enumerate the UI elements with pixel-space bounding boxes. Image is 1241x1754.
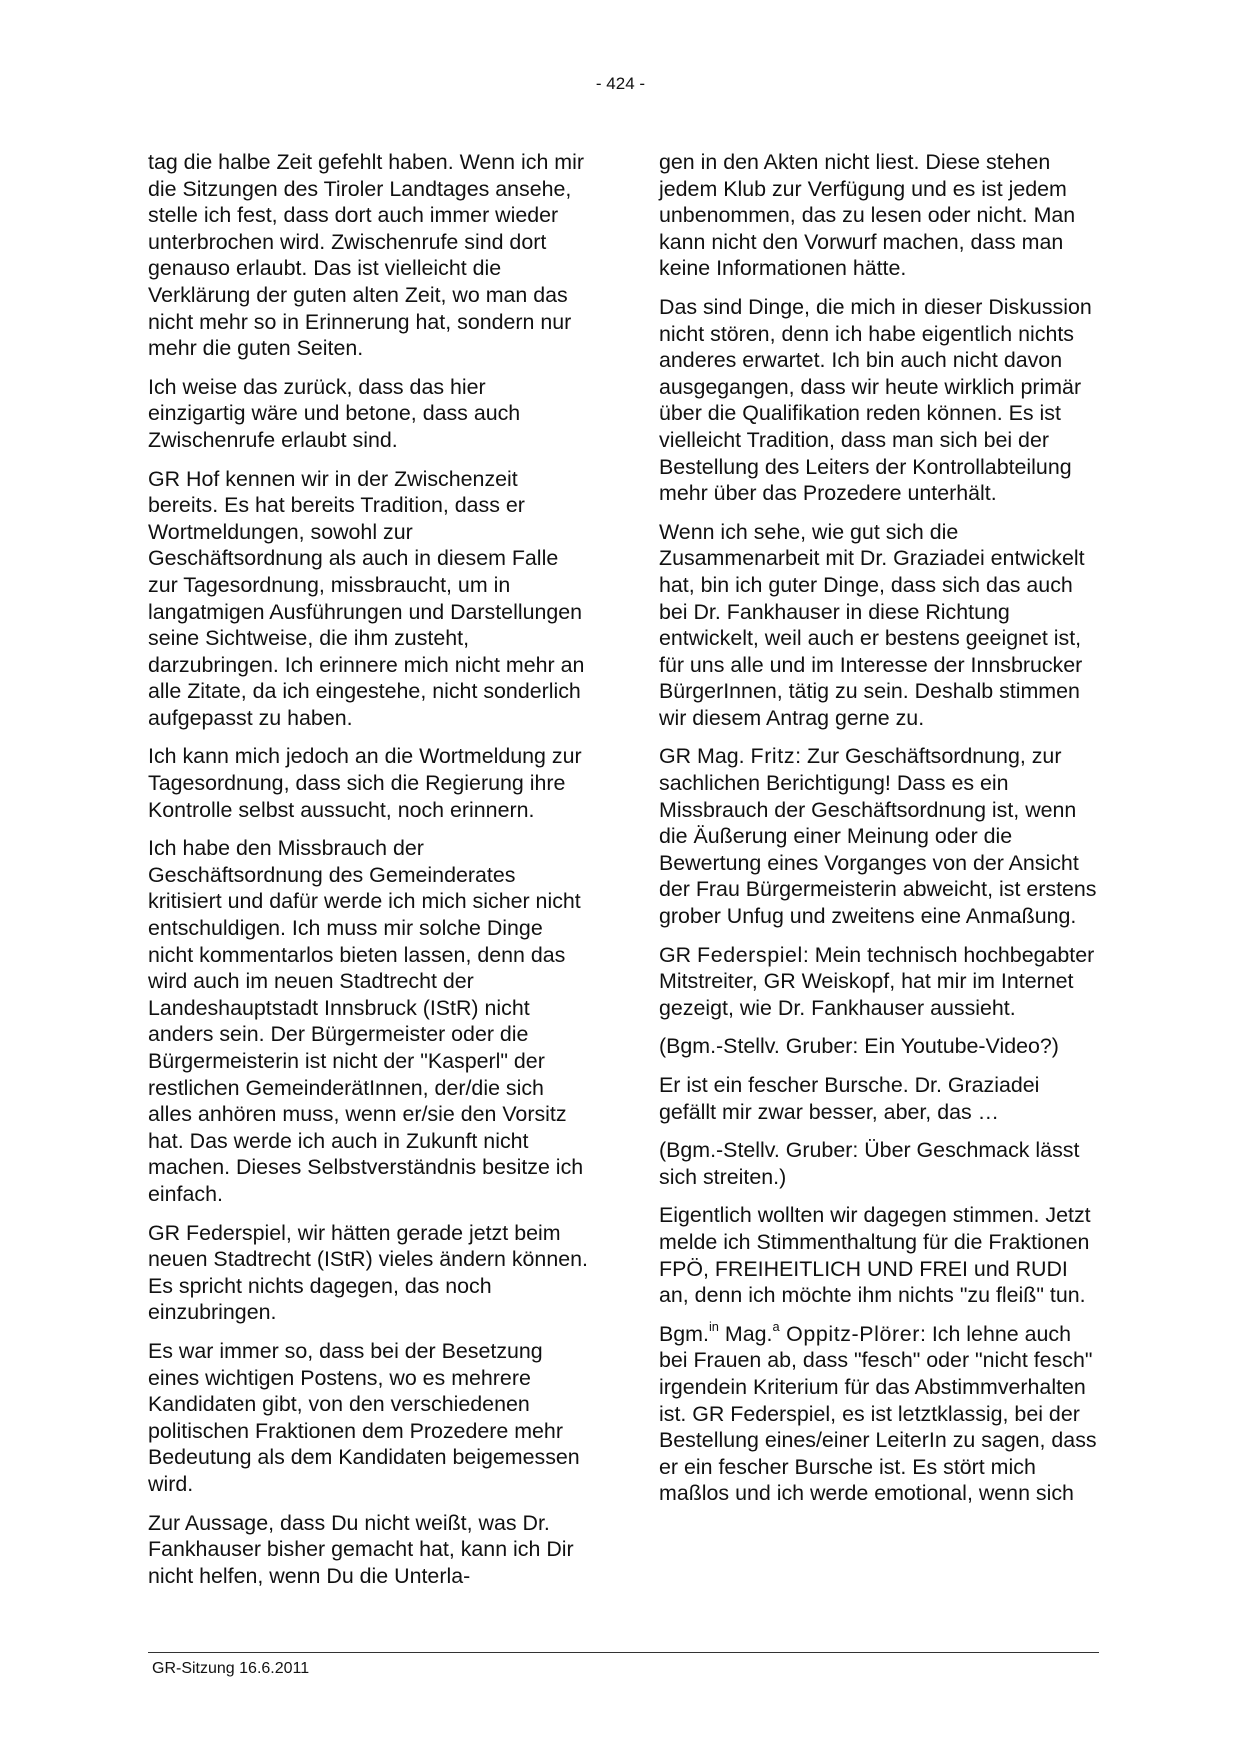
superscript: in bbox=[708, 1318, 719, 1334]
paragraph: Das sind Dinge, die mich in dieser Diskussion nicht stören, denn ich habe eigentlich nichts anderes erwartet. Ich bin auch nicht davon ausgegangen, dass wir heute wirklich primär über die Qualifikation reden können. Es ist vielleicht Tradition, dass man sich bei der Bestellung des Leiters der Kontrollabteilung mehr über das Prozedere unterhält. bbox=[659, 294, 1092, 506]
speaker-paragraph bbox=[659, 1318, 1099, 1507]
speaker-paragraph bbox=[659, 942, 1099, 1022]
left-column bbox=[148, 149, 588, 1601]
page-number: - 424 - bbox=[595, 74, 646, 93]
paragraph: gen in den Akten nicht liest. Diese stehen jedem Klub zur Verfügung und es ist jedem unbenommen, das zu lesen oder nicht. Man kann nicht den Vorwurf machen, dass man keine Informationen hätte. bbox=[659, 150, 1076, 281]
paragraph: Wenn ich sehe, wie gut sich die Zusammenarbeit mit Dr. Graziadei entwickelt hat, bin ich guter Dinge, dass sich das auch bei Dr. Fankhauser in diese Richtung entwickelt, weil auch er bestens geeignet ist, für uns alle und im Interesse der Innsbrucker BürgerInnen, tätig zu sein. Deshalb stimmen wir diesem Antrag gerne zu. bbox=[659, 519, 1085, 730]
paragraph: GR Federspiel, wir hätten gerade jetzt beim neuen Stadtrecht (IStR) vieles ändern können. Es spricht nichts dagegen, das noch einzubringen. bbox=[148, 1220, 588, 1325]
speaker-name: Federspiel bbox=[697, 942, 803, 967]
footer-session-label: GR-Sitzung 16.6.2011 bbox=[152, 1660, 310, 1677]
speaker-paragraph bbox=[659, 743, 1099, 929]
footer-divider bbox=[148, 1652, 1099, 1653]
speaker-title: GR bbox=[659, 942, 698, 967]
paragraph: Es war immer so, dass bei der Besetzung eines wichtigen Postens, wo es mehrere Kandidaten gibt, von den verschiedenen politischen Fraktionen dem Prozedere mehr Bedeutung als dem Kandidaten beigemessen wird. bbox=[148, 1338, 580, 1496]
speech-text: : Ich lehne auch bei Frauen ab, dass "fesch" oder "nicht fesch" irgendein Kriterium für das Abstimmverhalten ist. GR Federspiel, es ist letztklassig, bei der Bestellung eines/einer LeiterIn zu sagen, dass er ein fescher Bursche ist. Es stört mich maßlos und ich werde emotional, wenn sich bbox=[659, 1321, 1097, 1506]
speaker-name: Fritz bbox=[750, 744, 796, 769]
paragraph: Zur Aussage, dass Du nicht weißt, was Dr. Fankhauser bisher gemacht hat, kann ich Dir nicht helfen, wenn Du die Unterla- bbox=[148, 1510, 574, 1588]
paragraph: GR Hof kennen wir in der Zwischenzeit bereits. Es hat bereits Tradition, dass er Wortmeldungen, sowohl zur Geschäftsordnung als auch in diesem Falle zur Tagesordnung, missbraucht, um in langatmigen Ausführungen und Darstellungen seine Sichtweise, die ihm zusteht, darzubringen. Ich erinnere mich nicht mehr an alle Zitate, da ich eingestehe, nicht sonderlich aufgepasst zu haben. bbox=[148, 466, 585, 730]
speaker-title: Bgm. bbox=[659, 1321, 709, 1346]
speaker-name: Oppitz-Plörer bbox=[779, 1321, 920, 1346]
paragraph: tag die halbe Zeit gefehlt haben. Wenn ich mir die Sitzungen des Tiroler Landtages ansehe, stelle ich fest, dass dort auch immer wieder unterbrochen wird. Zwischenrufe sind dort genauso erlaubt. Das ist vielleicht die Verklärung der guten alten Zeit, wo man das nicht mehr so in Erinnerung hat, sondern nur mehr die guten Seiten. bbox=[148, 150, 585, 361]
interjection: (Bgm.-Stellv. Gruber: Über Geschmack lässt sich streiten.) bbox=[659, 1138, 1080, 1189]
speaker-title: Mag. bbox=[718, 1321, 773, 1346]
speech-text: : Mein technisch hochbegabter Mitstreiter, GR Weiskopf, hat mir im Internet gezeigt, wie Dr. Fankhauser aussieht. bbox=[659, 942, 1095, 1020]
superscript: a bbox=[772, 1318, 780, 1334]
paragraph: Ich kann mich jedoch an die Wortmeldung zur Tagesordnung, dass sich die Regierung ihre Kontrolle selbst aussucht, noch erinnern. bbox=[148, 744, 582, 822]
paragraph: Er ist ein fescher Bursche. Dr. Graziadei gefällt mir zwar besser, aber, das … bbox=[659, 1073, 1040, 1124]
paragraph: Ich weise das zurück, dass das hier einzigartig wäre und betone, dass auch Zwischenrufe erlaubt sind. bbox=[148, 374, 521, 452]
interjection: (Bgm.-Stellv. Gruber: Ein Youtube-Video?) bbox=[659, 1034, 1059, 1059]
paragraph: Ich habe den Missbrauch der Geschäftsordnung des Gemeinderates kritisiert und dafür werde ich mich sicher nicht entschuldigen. Ich muss mir solche Dinge nicht kommentarlos bieten lassen, denn das wird auch im neuen Stadtrecht der Landeshauptstadt Innsbruck (IStR) nicht anders sein. Der Bürgermeister oder die Bürgermeisterin ist nicht der "Kasperl" der restlichen GemeinderätInnen, der/die sich alles anhören muss, wenn er/sie den Vorsitz hat. Das werde ich auch in Zukunft nicht machen. Dieses Selbstverständnis besitze ich einfach. bbox=[148, 836, 584, 1206]
paragraph: Eigentlich wollten wir dagegen stimmen. Jetzt melde ich Stimmenthaltung für die Fraktionen FPÖ, FREIHEITLICH UND FREI und RUDI an, denn ich möchte ihm nichts "zu fleiß" tun. bbox=[659, 1203, 1091, 1308]
right-column bbox=[659, 149, 1099, 1519]
speaker-title: GR Mag. bbox=[659, 744, 751, 769]
speech-text: : Zur Geschäftsordnung, zur sachlichen Berichtigung! Dass es ein Missbrauch der Geschäftsordnung ist, wenn die Äußerung einer Meinung oder die Bewertung eines Vorganges von der Ansicht der Frau Bürgermeisterin abweicht, ist erstens grober Unfug und zweitens eine Anmaßung. bbox=[659, 744, 1097, 929]
